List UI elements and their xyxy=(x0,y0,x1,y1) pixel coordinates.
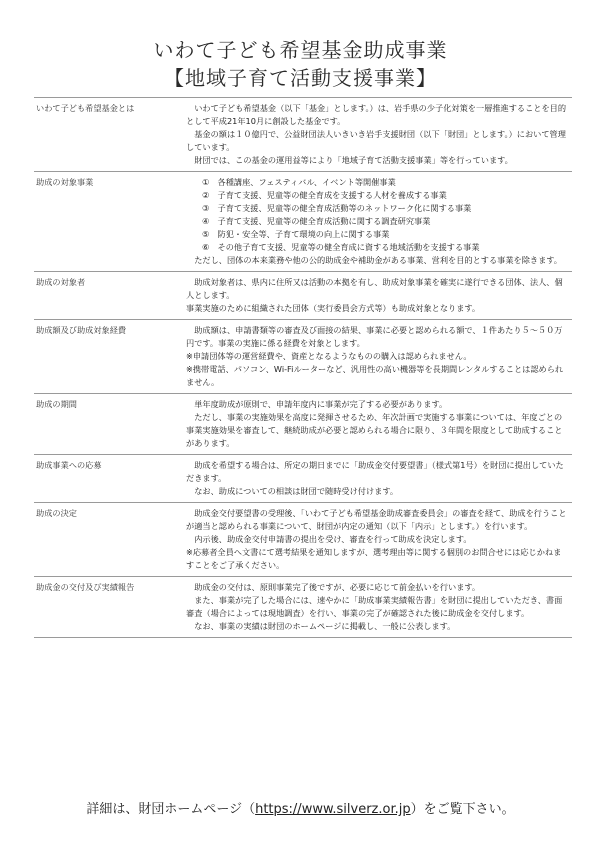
paragraph: ※応募者全員へ文書にて選考結果を通知しますが、選考理由等に関する個別のお問合せには応じかねますことをご了承ください。 xyxy=(186,547,562,570)
footer-suffix: ）をご覧下さい。 xyxy=(410,802,515,817)
paragraph: ※携帯電話、パソコン、Wi-Fiルーターなど、汎用性の高い機器等を長期間レンタルすることは認められません。 xyxy=(186,364,564,387)
paragraph: 助成額は、申請書類等の審査及び面接の結果、事業に必要と認められる額で、１件あたり５～５０万円です。事業の実施に係る経費を対象とします。 xyxy=(186,325,563,348)
row-label: いわて子ども希望基金とは xyxy=(36,103,135,113)
target-project-list xyxy=(186,176,568,254)
list-item: ① 各種講座、フェスティバル、イベント等開催事業 xyxy=(202,177,396,187)
paragraph: 内示後、助成金交付申請書の提出を受け、審査を行って助成を決定します。 xyxy=(194,534,472,544)
footer-prefix: 詳細は、財団ホームページ（ xyxy=(86,802,256,817)
list-item: ⑥ その他子育て支援、児童等の健全育成に資する地域活動を支援する事業 xyxy=(202,242,480,252)
paragraph: なお、助成についての相談は財団で随時受け付けます。 xyxy=(194,486,399,496)
table-row xyxy=(34,393,572,454)
row-content xyxy=(186,320,572,393)
row-content xyxy=(186,577,572,637)
note: ただし、団体の本来業務や他の公的助成金や補助金がある事業、営利を目的とする事業を除きます。 xyxy=(194,255,562,265)
list-item: ② 子育て支援、児童等の健全育成を支援する人材を養成する事業 xyxy=(202,190,447,200)
row-content xyxy=(186,503,572,576)
row-label: 助成の期間 xyxy=(36,399,77,409)
table-row xyxy=(34,319,572,393)
website-link[interactable]: https://www.silverz.or.jp xyxy=(255,802,411,817)
paragraph: 助成金交付要望書の受理後、「いわて子ども希望基金助成審査委員会」の審査を経て、助成を行うことが適当と認められる事業について、財団が内定の通知（以下「内示」とします。）を行います。 xyxy=(186,508,567,531)
row-label: 助成金の交付及び実績報告 xyxy=(36,582,135,592)
table-row xyxy=(34,97,572,171)
page-title: いわて子ども希望基金助成事業 xyxy=(153,38,448,62)
list-item: ③ 子育て支援、児童等の健全育成活動等のネットワーク化に関する事業 xyxy=(202,203,472,213)
list-item: ⑤ 防犯・安全等、子育て環境の向上に関する事業 xyxy=(202,229,390,239)
paragraph: 助成対象者は、県内に住所又は活動の本拠を有し、助成対象事業を確実に遂行できる団体、法人、個人とします。 xyxy=(186,277,563,300)
row-content xyxy=(186,455,572,502)
table-row xyxy=(34,454,572,502)
row-label: 助成の対象者 xyxy=(36,277,86,287)
paragraph: 基金の額は１０億円で、公益財団法人いきいき岩手支援財団（以下「財団」とします。）において管理しています。 xyxy=(186,129,566,152)
row-content xyxy=(186,98,572,171)
table-row xyxy=(34,502,572,576)
paragraph: いわて子ども希望基金（以下「基金」とします。）は、岩手県の少子化対策を一層推進することを目的として平成21年10月に創設した基金です。 xyxy=(186,103,567,126)
table-row xyxy=(34,271,572,319)
row-content xyxy=(186,272,572,319)
paragraph: ※申請団体等の運営経費や、資産となるようなものの購入は認められません。 xyxy=(186,351,472,361)
row-label: 助成事業への応募 xyxy=(36,460,102,470)
row-label: 助成の対象事業 xyxy=(36,177,94,187)
paragraph: ただし、事業の実施効果を高度に発揮させるため、年次計画で実施する事業については、年度ごとの事業実施効果を審査して、継続助成が必要と認められる場合に限り、３年間を限度として助成することがあります。 xyxy=(186,412,563,448)
table-row xyxy=(34,576,572,638)
paragraph: 事業実施のために組織された団体（実行委員会方式等）も助成対象となります。 xyxy=(186,303,481,313)
paragraph: また、事業が完了した場合には、速やかに「助成事業実績報告書」を財団に提出していただき、書面審査（場合によっては現地調査）を行い、事業の完了が確認された後に助成金を交付します。 xyxy=(186,595,563,618)
row-label: 助成額及び助成対象経費 xyxy=(36,325,127,335)
paragraph: 財団では、この基金の運用益等により「地域子育て活動支援事業」等を行っています。 xyxy=(194,155,513,165)
row-content xyxy=(186,394,572,454)
list-item: ④ 子育て支援、児童等の健全育成活動に関する調査研究事業 xyxy=(202,216,431,226)
paragraph: 助成金の交付は、原則事業完了後ですが、必要に応じて前金払いを行います。 xyxy=(194,582,481,592)
footer-note xyxy=(0,798,601,817)
row-content xyxy=(186,172,572,271)
paragraph: なお、事業の実績は財団のホームページに掲載し、一般に公表します。 xyxy=(194,621,456,631)
paragraph: 単年度助成が原則で、申請年度内に事業が完了する必要があります。 xyxy=(194,399,448,409)
page-subtitle: 【地域子育て活動支援事業】 xyxy=(164,66,437,90)
info-table xyxy=(34,97,572,638)
paragraph: 助成を希望する場合は、所定の期日までに「助成金交付要望書」（様式第1号）を財団に提出していただきます。 xyxy=(186,460,564,483)
row-label: 助成の決定 xyxy=(36,508,77,518)
table-row xyxy=(34,171,572,271)
